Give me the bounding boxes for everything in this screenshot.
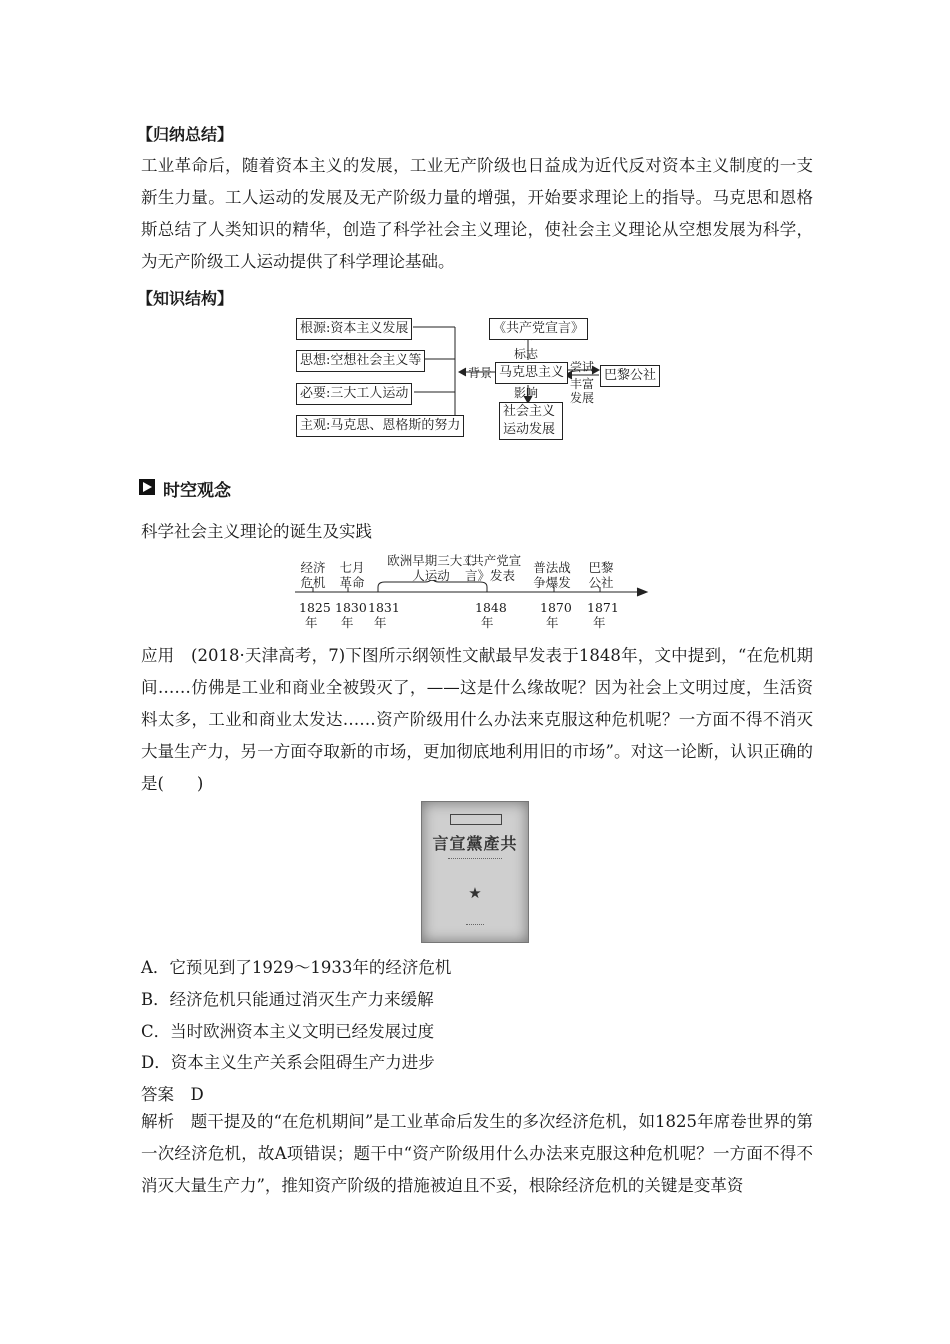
timeline-year: 1870 <box>540 600 572 615</box>
timeline-year-unit: 年 <box>305 615 318 630</box>
necessity-box: 必要:三大工人运动 <box>296 383 412 405</box>
section-title: 时空观念 <box>163 481 231 501</box>
star-icon: ★ <box>468 884 482 902</box>
enrich-label: 丰富发展 <box>570 377 595 405</box>
timeline-event-label: 七月革命 <box>339 560 365 590</box>
timeline-year-unit: 年 <box>341 615 354 630</box>
timeline-event-label: 《共产党宣言》发表 <box>458 553 522 583</box>
timeline-year-unit: 年 <box>546 615 559 630</box>
timeline-year-unit: 年 <box>593 615 606 630</box>
option-a: A．它预见到了1929～1933年的经济危机 <box>141 958 452 977</box>
summary-heading: 【归纳总结】 <box>137 125 234 144</box>
option-b: B．经济危机只能通过消灭生产力来缓解 <box>141 990 434 1009</box>
influence-label: 影响 <box>514 386 539 400</box>
option-c: C．当时欧洲资本主义文明已经发展过度 <box>141 1022 435 1041</box>
timeline-event-label: 普法战争爆发 <box>533 560 571 590</box>
subjective-box: 主观:马克思、恩格斯的努力 <box>296 415 464 437</box>
cover-author-line <box>448 858 502 861</box>
structure-heading: 【知识结构】 <box>137 289 234 308</box>
paris-commune-box: 巴黎公社 <box>600 365 660 387</box>
try-label: 尝试 <box>570 360 595 374</box>
answer: 答案 D <box>141 1085 204 1104</box>
section-subtitle: 科学社会主义理论的诞生及实践 <box>141 522 372 541</box>
timeline-event-label: 巴黎公社 <box>588 560 614 590</box>
cover-title: 共產黨宣言 <box>432 834 518 853</box>
socialist-movement-box: 社会主义运动发展 <box>499 402 563 440</box>
timeline-year-unit: 年 <box>481 615 494 630</box>
cover-publisher-line <box>466 924 484 927</box>
option-d: D．资本主义生产关系会阻碍生产力进步 <box>141 1053 435 1072</box>
mark-label: 标志 <box>514 347 539 361</box>
summary-text: 工业革命后，随着资本主义的发展，工业无产阶级也日益成为近代反对资本主义制度的一支新生力量。工人运动的发展及无产阶级力量的增强，开始要求理论上的指导。马克思和恩格斯总结了人类知识的精华，创造了科学社会主义理论，使社会主义理论从空想发展为科学，为无产阶级工人运动提供了科学理论基础。 <box>141 156 813 271</box>
question-text: 应用 (2018·天津高考，7)下图所示纲领性文献最早发表于1848年，文中提到，“在危机期间……仿佛是工业和商业全被毁灭了，——这是什么缘故呢？因为社会上文明过度，生活资料太多，工业和商业太发达……资产阶级用什么办法来克服这种危机呢？一方面不得不消灭大量生产力，另一方面夺取新的市场，更加彻底地利用旧的市场”。对这一论断，认识正确的是( ) <box>141 646 813 793</box>
root-box: 根源:资本主义发展 <box>296 318 412 340</box>
timeline-year-unit: 年 <box>374 615 387 630</box>
marxism-box: 马克思主义 <box>495 362 568 384</box>
timeline-event-label: 欧洲早期三大工人运动 <box>387 553 475 583</box>
timeline-year: 1831 <box>368 600 400 615</box>
timeline-year: 1830 <box>335 600 367 615</box>
thought-box: 思想:空想社会主义等 <box>296 350 425 372</box>
timeline-year: 1848 <box>475 600 507 615</box>
analysis-text: 解析 题干提及的“在危机期间”是工业革命后发生的多次经济危机，如1825年席卷世界的第一次经济危机，故A项错误；题干中“资产阶级用什么办法来克服这种危机呢？一方面不得不消灭大量生产力”，推知资产阶级的措施被迫且不妥，根除经济危机的关键是变革资 <box>141 1112 813 1195</box>
manifesto-box: 《共产党宣言》 <box>489 318 588 340</box>
timeline-year: 1825 <box>299 600 331 615</box>
cover-series-band <box>450 814 502 825</box>
background-label: 背景 <box>468 366 493 380</box>
timeline-event-label: 经济危机 <box>300 560 326 590</box>
section-marker-icon <box>139 479 155 495</box>
manifesto-cover-image <box>421 801 529 943</box>
timeline-year: 1871 <box>587 600 619 615</box>
